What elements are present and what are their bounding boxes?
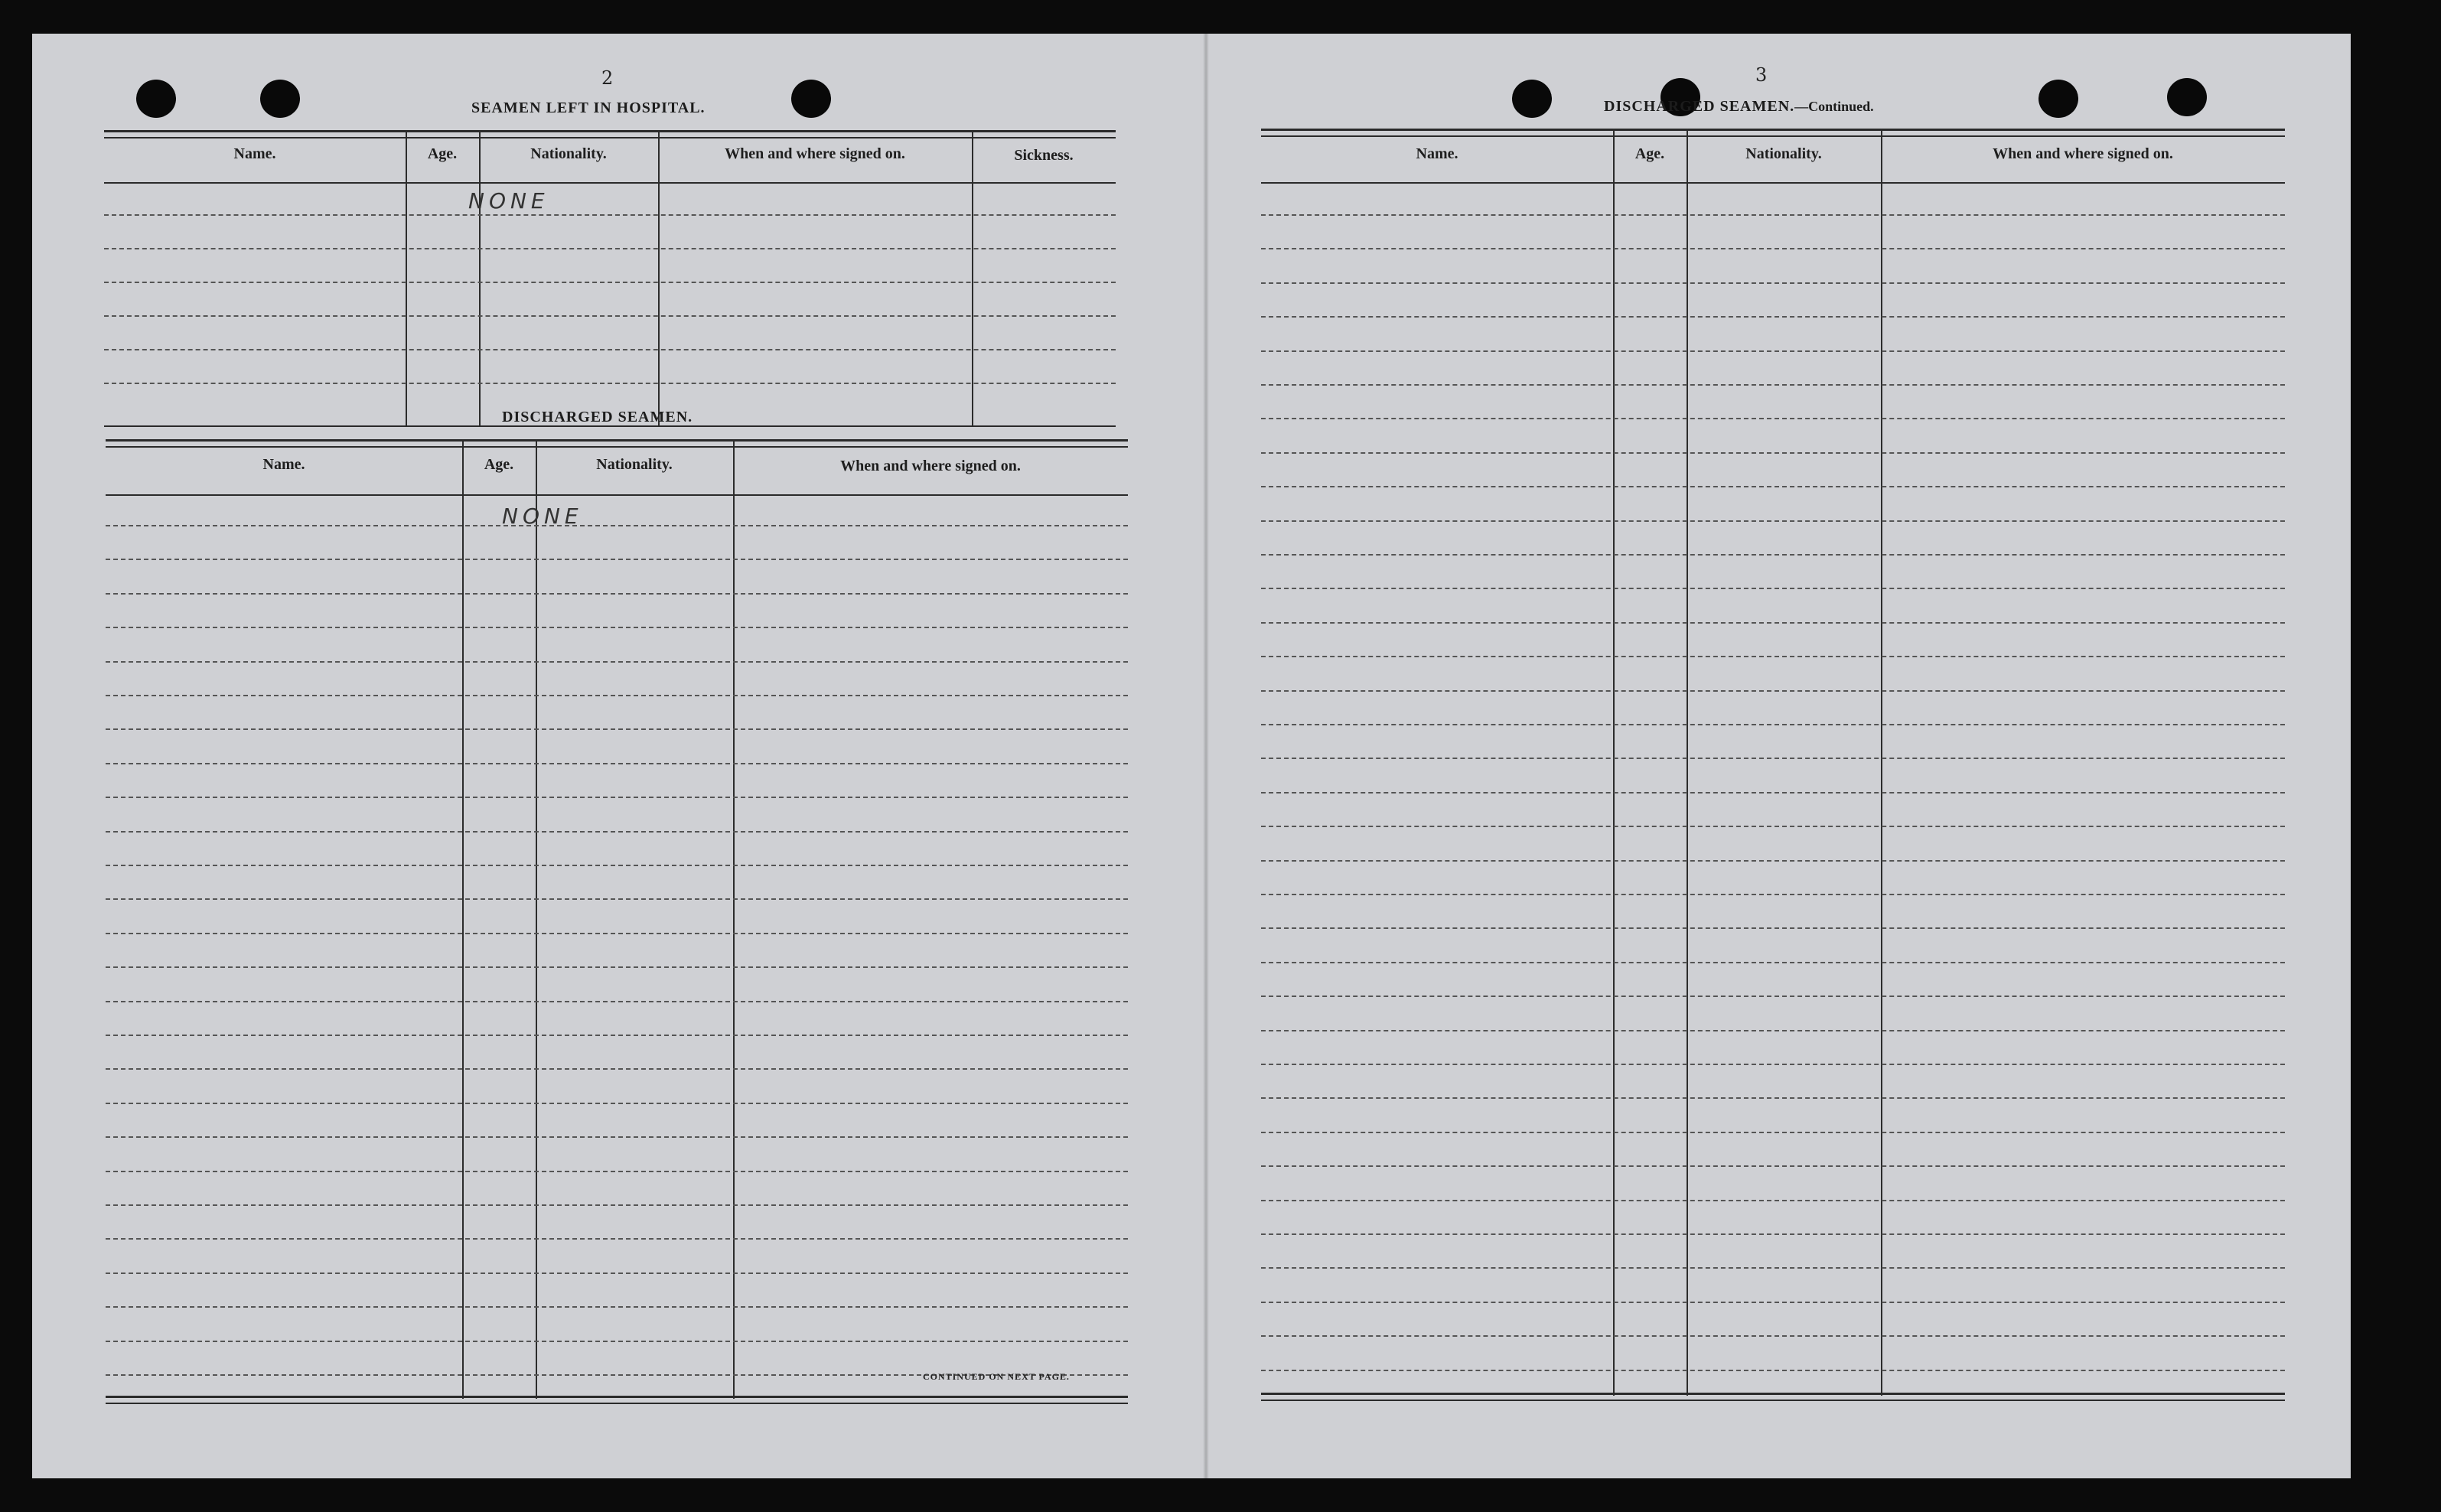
ruled-line xyxy=(106,627,1128,628)
ruled-line xyxy=(106,1341,1128,1342)
ruled-line xyxy=(1261,214,2285,216)
ruled-line xyxy=(1261,384,2285,386)
col-header-signed-on: When and where signed on. xyxy=(840,458,1021,474)
ruled-line xyxy=(1261,486,2285,487)
ruled-line xyxy=(1261,248,2285,249)
col-header-signed-on: When and where signed on. xyxy=(1993,145,2173,162)
ruled-line xyxy=(1261,1335,2285,1337)
ruled-line xyxy=(1261,1267,2285,1269)
ruled-line xyxy=(106,1001,1128,1002)
ruled-line xyxy=(106,1136,1128,1138)
punch-hole xyxy=(136,80,176,118)
ruled-line xyxy=(106,1103,1128,1104)
ruled-line xyxy=(106,966,1128,968)
ruled-line xyxy=(106,933,1128,934)
ruled-line xyxy=(106,695,1128,696)
ruled-line xyxy=(1261,1200,2285,1201)
ruled-line xyxy=(1261,996,2285,997)
col-header-nationality: Nationality. xyxy=(530,145,607,162)
ruled-line xyxy=(1261,656,2285,657)
col-header-age: Age. xyxy=(427,145,458,162)
ruled-line xyxy=(1261,588,2285,589)
ruled-line xyxy=(106,898,1128,900)
ruled-line xyxy=(1261,316,2285,318)
ruled-line xyxy=(1261,826,2285,827)
ruled-line xyxy=(106,1306,1128,1308)
col-header-sickness: Sickness. xyxy=(1014,147,1074,164)
ruled-line xyxy=(106,559,1128,560)
ruled-line xyxy=(1261,860,2285,862)
ruled-line xyxy=(106,525,1128,526)
punch-hole xyxy=(1512,80,1552,118)
ruled-line xyxy=(1261,1132,2285,1133)
page-number-left: 2 xyxy=(601,67,614,89)
title-suffix: —Continued. xyxy=(1794,99,1874,114)
continued-footnote: CONTINUED ON NEXT PAGE. xyxy=(923,1371,1070,1382)
ruled-line xyxy=(1261,962,2285,963)
ruled-line xyxy=(1261,894,2285,895)
col-header-age: Age. xyxy=(484,456,514,473)
punch-hole xyxy=(2039,80,2078,118)
discharged-section-title: DISCHARGED SEAMEN. xyxy=(502,409,693,425)
ruled-line xyxy=(1261,452,2285,454)
ruled-line xyxy=(1261,1097,2285,1099)
ruled-line xyxy=(1261,622,2285,624)
hospital-section-title: SEAMEN LEFT IN HOSPITAL. xyxy=(471,99,706,116)
ruled-line xyxy=(1261,758,2285,759)
ruled-line xyxy=(106,1171,1128,1172)
col-header-name: Name. xyxy=(1416,145,1458,162)
ruled-line xyxy=(1261,520,2285,522)
ruled-line xyxy=(106,1204,1128,1206)
ruled-line xyxy=(1261,927,2285,929)
ruled-line xyxy=(1261,1064,2285,1065)
ruled-line xyxy=(106,797,1128,798)
ruled-line xyxy=(106,1068,1128,1070)
col-header-nationality: Nationality. xyxy=(1745,145,1822,162)
col-header-age: Age. xyxy=(1634,145,1665,162)
punch-hole xyxy=(2167,78,2207,116)
ruled-line xyxy=(106,661,1128,663)
ruled-line xyxy=(1261,1030,2285,1031)
hospital-none-entry: NONE xyxy=(468,188,549,213)
title-main: DISCHARGED SEAMEN. xyxy=(1604,98,1795,115)
ruled-line xyxy=(106,1272,1128,1274)
punch-hole xyxy=(791,80,831,118)
ruled-line xyxy=(106,728,1128,730)
ruled-line xyxy=(106,865,1128,866)
discharged-continued-title xyxy=(1604,98,1874,116)
ruled-line xyxy=(1261,792,2285,793)
ruled-line xyxy=(1261,690,2285,692)
document-sheet xyxy=(32,34,2351,1478)
ruled-line xyxy=(106,1035,1128,1036)
ruled-line xyxy=(1261,724,2285,725)
ruled-line xyxy=(1261,1233,2285,1235)
discharged-table-left xyxy=(106,439,1128,1403)
discharged-table-right xyxy=(1261,129,2285,1403)
ruled-line xyxy=(106,831,1128,833)
page-fold xyxy=(1203,34,1209,1478)
ruled-line xyxy=(106,1238,1128,1240)
col-header-name: Name. xyxy=(262,456,305,473)
col-header-name: Name. xyxy=(233,145,276,162)
ruled-line xyxy=(1261,1370,2285,1371)
ruled-line xyxy=(106,593,1128,595)
hospital-table xyxy=(104,130,1116,429)
ruled-line xyxy=(1261,282,2285,284)
ruled-line xyxy=(1261,554,2285,556)
col-header-signed-on: When and where signed on. xyxy=(725,145,905,162)
ruled-line xyxy=(106,763,1128,764)
ruled-line xyxy=(1261,1302,2285,1303)
ruled-line xyxy=(1261,418,2285,419)
discharged-none-entry: NONE xyxy=(502,503,583,529)
page-number-right: 3 xyxy=(1755,64,1768,86)
punch-hole xyxy=(260,80,300,118)
col-header-nationality: Nationality. xyxy=(596,456,673,473)
ruled-line xyxy=(1261,1165,2285,1167)
ruled-line xyxy=(1261,350,2285,352)
